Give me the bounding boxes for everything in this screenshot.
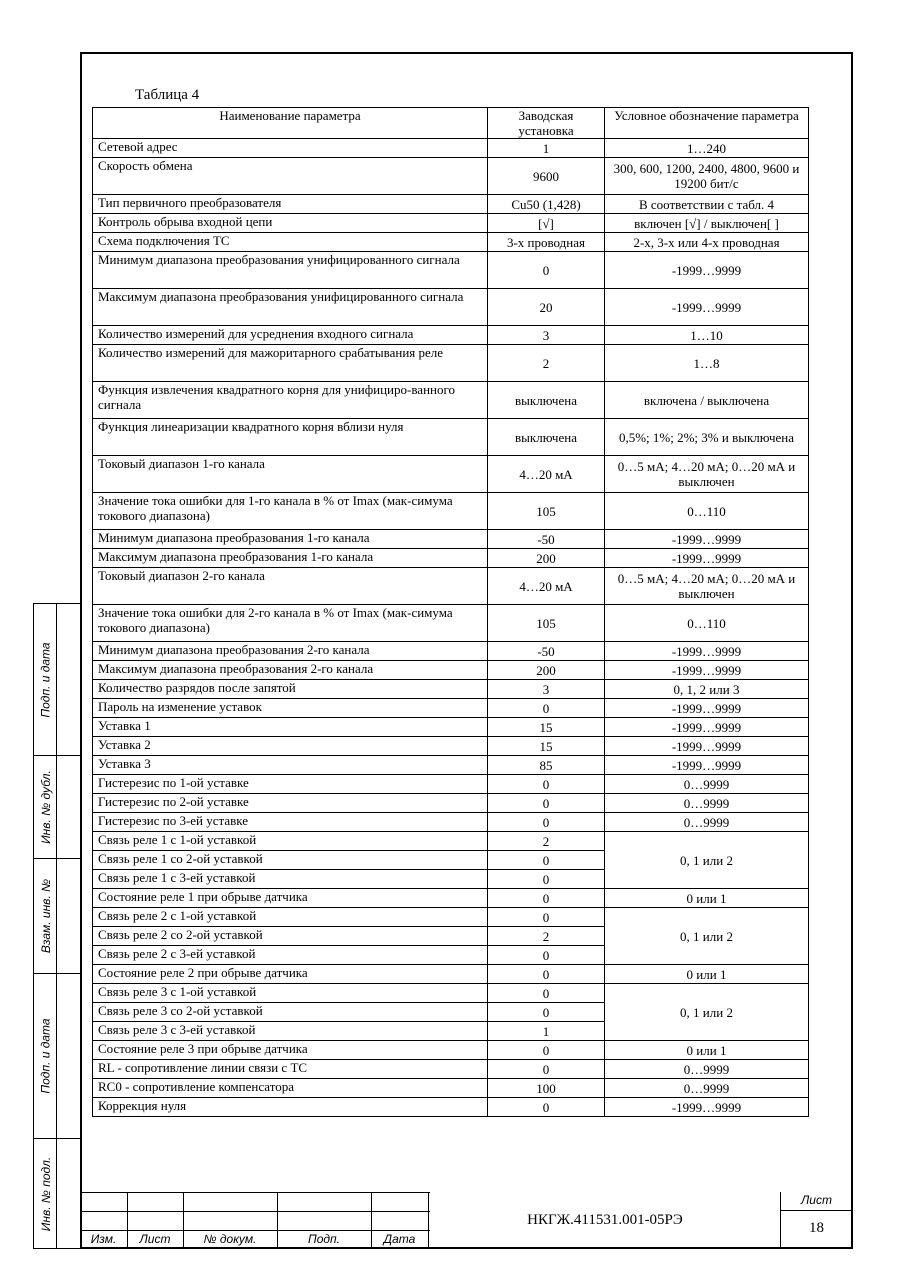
factory-value: -50: [488, 642, 605, 661]
table-row: [93, 756, 809, 775]
factory-value: 0: [488, 1003, 605, 1022]
sheet-number: 18: [809, 1220, 824, 1236]
factory-value: 0: [488, 908, 605, 927]
sidebar-label: Подп. и дата: [39, 1018, 53, 1094]
param-name: Токовый диапазон 2-го канала: [93, 568, 488, 605]
factory-value: 15: [488, 737, 605, 756]
param-symbol: 0, 1, 2 или 3: [605, 680, 809, 699]
table-row: [93, 139, 809, 158]
param-symbol: 0…9999: [605, 1079, 809, 1098]
factory-value: 1: [488, 139, 605, 158]
table-row: [93, 680, 809, 699]
param-name: Максимум диапазона преобразования 2-го канала: [93, 661, 488, 680]
param-symbol: включена / выключена: [605, 382, 809, 419]
factory-value: 85: [488, 756, 605, 775]
param-name: Связь реле 1 со 2-ой уставкой: [93, 851, 488, 870]
param-name: Связь реле 3 с 3-ей уставкой: [93, 1022, 488, 1041]
factory-value: 0: [488, 794, 605, 813]
param-symbol: 0…9999: [605, 794, 809, 813]
sidebar-label: Подп. и дата: [39, 641, 53, 718]
table-row: [93, 530, 809, 549]
table-row: [93, 718, 809, 737]
param-symbol: 1…10: [605, 326, 809, 345]
param-name: Контроль обрыва входной цепи: [93, 214, 488, 233]
param-symbol: В соответствии с табл. 4: [605, 195, 809, 214]
param-name: Связь реле 1 с 1-ой уставкой: [93, 832, 488, 851]
table-row: [93, 832, 809, 851]
param-name: Максимум диапазона преобразования унифицированного сигнала: [93, 289, 488, 326]
table-body: [93, 139, 809, 1117]
param-name: Связь реле 3 с 1-ой уставкой: [93, 984, 488, 1003]
table-caption: Таблица 4: [135, 87, 200, 103]
header-factory: Заводская установка: [488, 108, 605, 139]
factory-value: 15: [488, 718, 605, 737]
factory-value: 0: [488, 775, 605, 794]
factory-value: 0: [488, 889, 605, 908]
document-number: НКГЖ.411531.001-05РЭ: [527, 1212, 683, 1228]
table-row: [93, 1041, 809, 1060]
param-symbol: 1…240: [605, 139, 809, 158]
factory-value: 0: [488, 984, 605, 1003]
factory-value: Cu50 (1,428): [488, 195, 605, 214]
param-name: Сетевой адрес: [93, 139, 488, 158]
param-name: Состояние реле 3 при обрыве датчика: [93, 1041, 488, 1060]
param-name: Функция линеаризации квадратного корня вблизи нуля: [93, 419, 488, 456]
param-name: Количество измерений для усреднения входного сигнала: [93, 326, 488, 345]
param-name: Коррекция нуля: [93, 1098, 488, 1117]
factory-value: 3: [488, 326, 605, 345]
factory-value: 0: [488, 252, 605, 289]
sidebar-label: Взам. инв. №: [39, 878, 54, 954]
factory-value: 105: [488, 605, 605, 642]
factory-value: -50: [488, 530, 605, 549]
param-symbol: 0…110: [605, 493, 809, 530]
stamp-date-label: Дата: [383, 1232, 416, 1246]
factory-value: 0: [488, 1041, 605, 1060]
param-name: Гистерезис по 2-ой уставке: [93, 794, 488, 813]
header-symbol: Условное обозначение параметра: [605, 108, 809, 139]
table-row: [93, 252, 809, 289]
param-name: Связь реле 2 со 2-ой уставкой: [93, 927, 488, 946]
param-symbol: 0…9999: [605, 1060, 809, 1079]
table-row: [93, 419, 809, 456]
table-row: [93, 233, 809, 252]
table-header-row: [93, 108, 809, 139]
stamp-list-label: Лист: [139, 1232, 171, 1246]
table-row: [93, 813, 809, 832]
param-name: Функция извлечения квадратного корня для унифициро-ванного сигнала: [93, 382, 488, 419]
table-row: [93, 605, 809, 642]
table-row: [93, 158, 809, 195]
param-name: Тип первичного преобразователя: [93, 195, 488, 214]
param-name: Количество измерений для мажоритарного срабатывания реле: [93, 345, 488, 382]
param-name: Уставка 2: [93, 737, 488, 756]
stamp-doc-label: № докум.: [203, 1232, 257, 1246]
sidebar-cell-inv-dubl: [34, 756, 80, 859]
param-name: Скорость обмена: [93, 158, 488, 195]
param-symbol: 0, 1 или 2: [605, 984, 809, 1041]
factory-value: выключена: [488, 382, 605, 419]
factory-value: 1: [488, 1022, 605, 1041]
factory-value: 0: [488, 813, 605, 832]
table-row: [93, 345, 809, 382]
param-symbol: -1999…9999: [605, 737, 809, 756]
sheet-label: Лист: [801, 1193, 832, 1207]
table-row: [93, 965, 809, 984]
param-symbol: -1999…9999: [605, 756, 809, 775]
table-row: [93, 382, 809, 419]
param-symbol: -1999…9999: [605, 549, 809, 568]
table-row: [93, 1079, 809, 1098]
table-row: [93, 549, 809, 568]
param-symbol: -1999…9999: [605, 252, 809, 289]
stamp-izm-label: Изм.: [90, 1232, 117, 1246]
factory-value: 3-х проводная: [488, 233, 605, 252]
factory-value: 105: [488, 493, 605, 530]
parameters-table: [92, 107, 809, 1117]
sidebar-cell-inv-podl: [34, 1139, 80, 1249]
factory-value: 4…20 мА: [488, 568, 605, 605]
factory-value: выключена: [488, 419, 605, 456]
param-symbol: -1999…9999: [605, 1098, 809, 1117]
table-row: [93, 1098, 809, 1117]
param-symbol: -1999…9999: [605, 642, 809, 661]
factory-value: 2: [488, 345, 605, 382]
table-row: [93, 195, 809, 214]
table-row: [93, 794, 809, 813]
table-row: [93, 984, 809, 1003]
param-name: Уставка 3: [93, 756, 488, 775]
table-row: [93, 699, 809, 718]
param-symbol: 1…8: [605, 345, 809, 382]
param-name: Токовый диапазон 1-го канала: [93, 456, 488, 493]
factory-value: 9600: [488, 158, 605, 195]
param-name: RC0 - сопротивление компенсатора: [93, 1079, 488, 1098]
binding-sidebar: [33, 603, 80, 1249]
factory-value: 4…20 мА: [488, 456, 605, 493]
sidebar-label: Инв. № подл.: [39, 1156, 53, 1232]
factory-value: 0: [488, 946, 605, 965]
sidebar-cell-podp-data-2: [34, 974, 80, 1139]
table-row: [93, 642, 809, 661]
factory-value: 0: [488, 1098, 605, 1117]
param-name: Состояние реле 2 при обрыве датчика: [93, 965, 488, 984]
stamp-podp-label: Подп.: [308, 1232, 340, 1246]
param-name: Связь реле 2 с 1-ой уставкой: [93, 908, 488, 927]
sidebar-cell-vzam-inv: [34, 859, 80, 974]
param-symbol: 0…5 мА; 4…20 мА; 0…20 мА и выключен: [605, 568, 809, 605]
param-name: Минимум диапазона преобразования 1-го канала: [93, 530, 488, 549]
param-name: Связь реле 3 со 2-ой уставкой: [93, 1003, 488, 1022]
param-name: Гистерезис по 3-ей уставке: [93, 813, 488, 832]
param-name: Максимум диапазона преобразования 1-го канала: [93, 549, 488, 568]
factory-value: 200: [488, 549, 605, 568]
param-symbol: 0…110: [605, 605, 809, 642]
param-name: Количество разрядов после запятой: [93, 680, 488, 699]
table-row: [93, 737, 809, 756]
param-name: Минимум диапазона преобразования унифицированного сигнала: [93, 252, 488, 289]
param-name: Минимум диапазона преобразования 2-го канала: [93, 642, 488, 661]
param-symbol: 0…9999: [605, 775, 809, 794]
table-row: [93, 456, 809, 493]
factory-value: 0: [488, 699, 605, 718]
param-symbol: -1999…9999: [605, 289, 809, 326]
table-row: [93, 775, 809, 794]
factory-value: 2: [488, 927, 605, 946]
table-row: [93, 661, 809, 680]
factory-value: 3: [488, 680, 605, 699]
param-symbol: -1999…9999: [605, 530, 809, 549]
param-name: Связь реле 1 с 3-ей уставкой: [93, 870, 488, 889]
param-name: Уставка 1: [93, 718, 488, 737]
factory-value: 100: [488, 1079, 605, 1098]
table-row: [93, 493, 809, 530]
param-name: Состояние реле 1 при обрыве датчика: [93, 889, 488, 908]
param-symbol: включен [√] / выключен[ ]: [605, 214, 809, 233]
param-symbol: 0 или 1: [605, 965, 809, 984]
table-row: [93, 568, 809, 605]
param-symbol: 0…9999: [605, 813, 809, 832]
param-name: Связь реле 2 с 3-ей уставкой: [93, 946, 488, 965]
factory-value: 0: [488, 1060, 605, 1079]
param-symbol: -1999…9999: [605, 699, 809, 718]
param-symbol: 0 или 1: [605, 1041, 809, 1060]
table-row: [93, 889, 809, 908]
table-row: [93, 289, 809, 326]
param-name: Схема подключения ТС: [93, 233, 488, 252]
factory-value: 0: [488, 851, 605, 870]
param-name: RL - сопротивление линии связи с ТС: [93, 1060, 488, 1079]
factory-value: 20: [488, 289, 605, 326]
param-symbol: 0,5%; 1%; 2%; 3% и выключена: [605, 419, 809, 456]
factory-value: 200: [488, 661, 605, 680]
factory-value: 0: [488, 965, 605, 984]
param-symbol: 300, 600, 1200, 2400, 4800, 9600 и 19200 бит/с: [605, 158, 809, 195]
factory-value: 0: [488, 870, 605, 889]
param-symbol: 0, 1 или 2: [605, 908, 809, 965]
param-symbol: 0…5 мА; 4…20 мА; 0…20 мА и выключен: [605, 456, 809, 493]
table-row: [93, 1060, 809, 1079]
param-symbol: -1999…9999: [605, 718, 809, 737]
table-row: [93, 326, 809, 345]
param-symbol: 2-х, 3-х или 4-х проводная: [605, 233, 809, 252]
param-symbol: 0, 1 или 2: [605, 832, 809, 889]
param-name: Значение тока ошибки для 2-го канала в % от Imax (мак-симума токового диапазона): [93, 605, 488, 642]
param-name: Значение тока ошибки для 1-го канала в % от Imax (мак-симума токового диапазона): [93, 493, 488, 530]
param-symbol: -1999…9999: [605, 661, 809, 680]
table-row: [93, 908, 809, 927]
param-name: Пароль на изменение уставок: [93, 699, 488, 718]
sidebar-label: Инв. № дубл.: [39, 770, 53, 844]
factory-value: 2: [488, 832, 605, 851]
param-name: Гистерезис по 1-ой уставке: [93, 775, 488, 794]
sidebar-cell-podp-data-1: [34, 604, 80, 756]
header-name: Наименование параметра: [93, 108, 488, 139]
factory-value: [√]: [488, 214, 605, 233]
param-symbol: 0 или 1: [605, 889, 809, 908]
table-row: [93, 214, 809, 233]
